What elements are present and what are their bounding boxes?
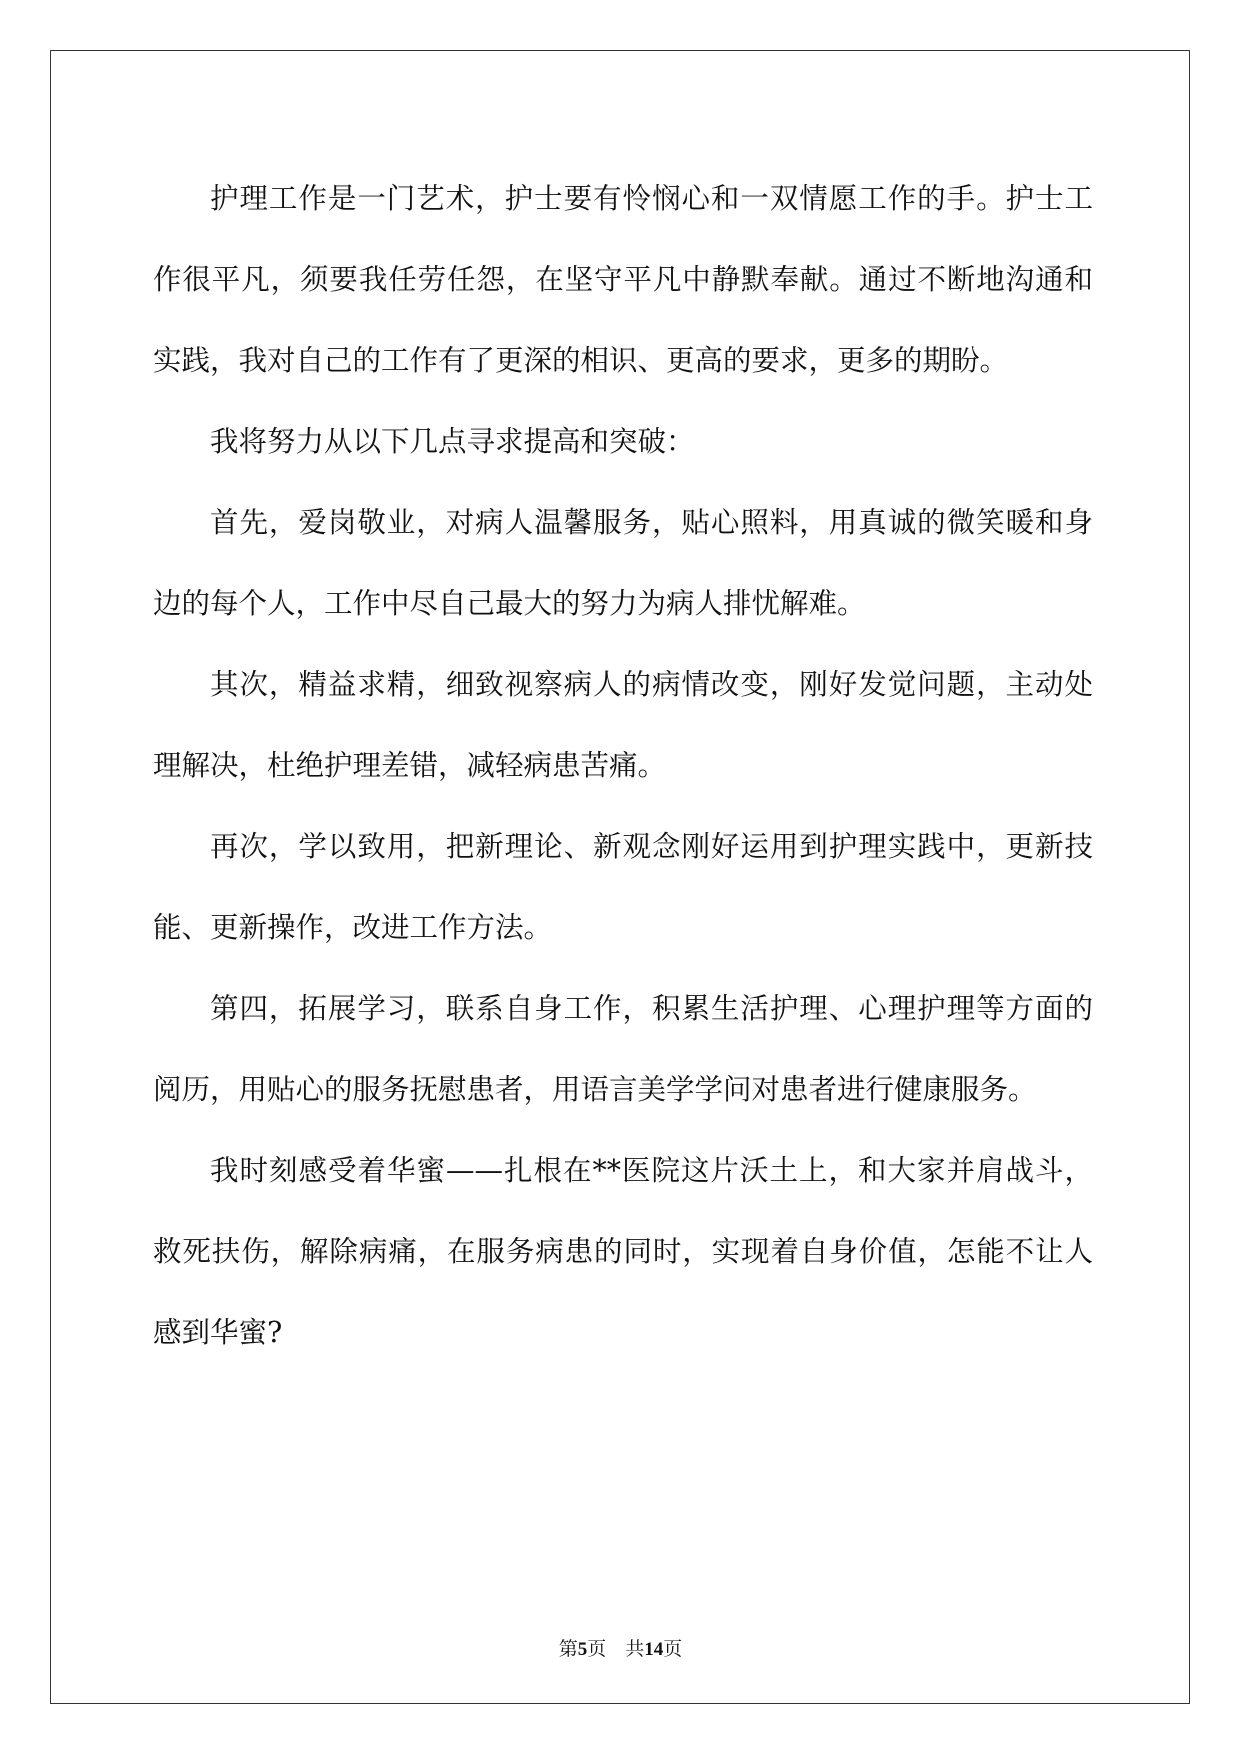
paragraph-3: 首先，爱岗敬业，对病人温馨服务，贴心照料，用真诚的微笑暖和身边的每个人，工作中尽自己最大的努力为病人排忧解难。	[153, 506, 1093, 620]
total-page-count: 14	[644, 1639, 664, 1660]
total-suffix: 页	[663, 1639, 683, 1660]
page-footer	[0, 1634, 1241, 1661]
document-body	[153, 158, 1093, 1373]
paragraph-5: 再次，学以致用，把新理论、新观念刚好运用到护理实践中，更新技能、更新操作，改进工作方法。	[153, 830, 1093, 944]
paragraph-6: 第四，拓展学习，联系自身工作，积累生活护理、心理护理等方面的阅历，用贴心的服务抚慰患者，用语言美学学问对患者进行健康服务。	[153, 992, 1093, 1106]
paragraph-4: 其次，精益求精，细致视察病人的病情改变，刚好发觉问题，主动处理解决，杜绝护理差错，减轻病患苦痛。	[153, 668, 1093, 782]
paragraph-2: 我将努力从以下几点寻求提高和突破：	[210, 425, 695, 458]
current-page-number: 5	[577, 1639, 588, 1660]
paragraph-1: 护理工作是一门艺术，护士要有怜悯心和一双情愿工作的手。护士工作很平凡，须要我任劳任怨，在坚守平凡中静默奉献。通过不断地沟通和实践，我对自己的工作有了更深的相识、更高的要求，更多的期盼。	[153, 182, 1093, 377]
total-prefix: 共	[625, 1639, 645, 1660]
page-suffix: 页	[587, 1639, 607, 1660]
paragraph-7: 我时刻感受着华蜜——扎根在**医院这片沃土上，和大家并肩战斗，救死扶伤，解除病痛，在服务病患的同时，实现着自身价值，怎能不让人感到华蜜?	[153, 1154, 1093, 1349]
page-prefix: 第	[558, 1639, 578, 1660]
